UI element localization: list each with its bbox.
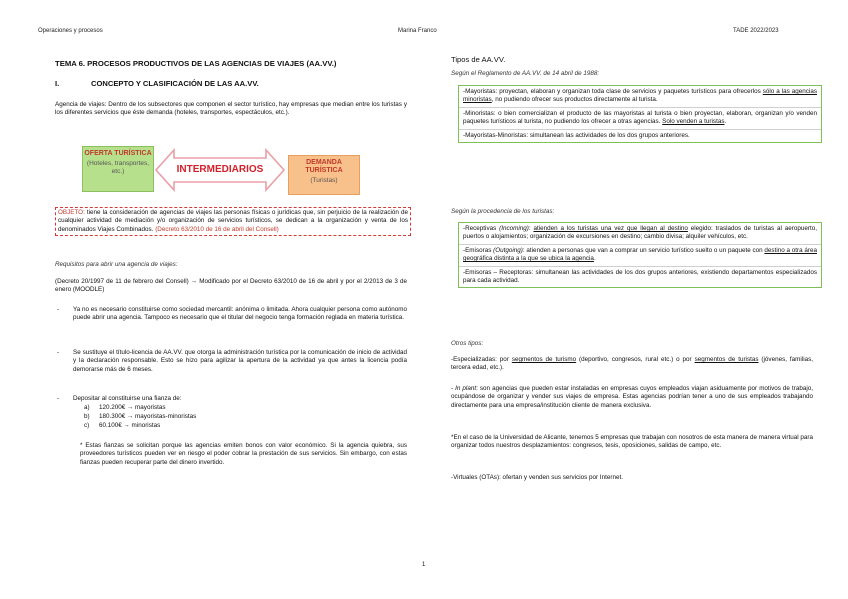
emisoras-text: : atienden a personas que van a comprar un servicio turístico suelto o un paquete con bbox=[522, 246, 765, 254]
objeto-box bbox=[55, 207, 411, 236]
especializadas-paragraph bbox=[451, 356, 813, 373]
requisitos-title: Requisitos para abrir una agencia de viajes: bbox=[55, 261, 178, 268]
intro-paragraph: Agencia de viajes: Dentro de los subsectores que componen el sector turístico, hay empresas que median entre los turistas y los diferentes servicios que éste demanda (hoteles, transportes, espectáculos, etc.). bbox=[55, 101, 407, 117]
emisoras-underline: destino a otra área geográfica distinta a la que se ubica la agencia bbox=[463, 246, 817, 263]
section-number: I. bbox=[55, 79, 60, 88]
mayoristas-minoristas-row bbox=[459, 129, 821, 142]
objeto-text: : tiene la consideración de agencias de viajes las personas físicas o jurídicas que, sin perjuicio de la realización de cualquier actividad de mediación y/o organización de servicios turísticos, se dedican a la organización y venta de los denominados Viajes Combinados. bbox=[58, 209, 408, 233]
fianza-text: 180.300€ → mayoristas-minoristas bbox=[99, 413, 197, 420]
section-title: CONCEPTO Y CLASIFICACIÓN DE LAS AA.VV. bbox=[91, 79, 259, 88]
objeto-label: OBJETO bbox=[58, 209, 84, 216]
minoristas-row bbox=[459, 107, 821, 129]
tipos-procedencia-box bbox=[458, 222, 822, 288]
reglamento-subtitle: Según el Reglamento de AA.VV. de 14 abril de 1988: bbox=[451, 70, 600, 77]
receptivas-underline: atienden a los turistas una vez que llegan al destino bbox=[533, 225, 688, 232]
mayoristas-text: : proyectan, elaboran y organizan toda clase de servicios y paquetes turísticos para ofrecerlos bbox=[495, 88, 763, 95]
inplant-text: : son agencias que pueden estar instaladas en empresas cuyos empleados viajan asiduamente por motivos de trabajo, ocupándose de organizar y vender sus viajes de empresa. Estas agencias podrían tener a uno de sus empleados trabajando directamente para una empresa/institución cliente de manera exclusiva. bbox=[451, 385, 813, 409]
receptivas-label: -Receptivas bbox=[463, 225, 500, 232]
oferta-title: OFERTA TURÍSTICA bbox=[84, 150, 152, 157]
receptivas-italic: (Incoming) bbox=[499, 225, 529, 232]
header-center: Marina Franco bbox=[398, 28, 437, 34]
minoristas-label: -Minoristas bbox=[463, 109, 494, 117]
especializadas-text-2: (deportivo, congresos, rural etc.) o por bbox=[576, 356, 695, 363]
header-left: Operaciones y procesos bbox=[38, 28, 103, 34]
fianza-letter: a) bbox=[84, 404, 90, 411]
mayoristas-row bbox=[459, 86, 821, 107]
demanda-title: DEMANDA TURÍSTICA bbox=[305, 159, 343, 174]
emisoras-receptoras-text: : simultanean las actividades de los dos grupos anteriores, existiendo departamentos especializados para cada actividad. bbox=[463, 268, 818, 285]
procedencia-subtitle: Según la procedencia de los turistas: bbox=[451, 208, 555, 215]
demanda-subtitle: (Turistas) bbox=[310, 177, 338, 184]
fianza-text: 120.200€ → mayoristas bbox=[99, 404, 166, 411]
especializadas-label: -Especializadas bbox=[451, 356, 496, 363]
virtuales-text: : ofertan y venden sus servicios por Internet. bbox=[499, 474, 623, 481]
requisito-bullet-2: Se sustituye el título-licencia de AA.VV. que otorga la administración turística por la comunicación de inicio de actividad y la declaración responsable. Esto se hizo para agilizar la apertura de la actividad ya que antes la licencia podía demorarse más de 6 meses. bbox=[73, 349, 407, 373]
inplant-label: - In plant bbox=[451, 385, 477, 392]
especializadas-underline-2: segmentos de turistas bbox=[694, 356, 759, 363]
oferta-box bbox=[82, 146, 154, 192]
emisoras-italic: (Outgoing) bbox=[493, 246, 523, 254]
virtuales-paragraph bbox=[451, 474, 813, 482]
demanda-box bbox=[288, 155, 360, 195]
tema-title: TEMA 6. PROCESOS PRODUCTIVOS DE LAS AGENCIAS DE VIAJES (AA.VV.) bbox=[55, 59, 337, 68]
fianza-letter: b) bbox=[84, 413, 90, 420]
minoristas-text: : o bien comercializan el producto de las mayoristas al turista o bien proyectan, elaboran, organizan y/o venden paquetes turísticos al turista, no pudiendo los ofrecer a otras agencias. bbox=[463, 109, 817, 126]
receptivas-colon: : bbox=[528, 225, 534, 232]
mayoristas-minoristas-label: -Mayoristas-Minoristas bbox=[463, 131, 527, 139]
mayoristas-text-end: , no pudiendo ofrecer sus productos directamente al turista. bbox=[491, 96, 658, 104]
minoristas-text-end: . bbox=[724, 118, 727, 126]
fianza-letter: c) bbox=[84, 422, 90, 429]
emisoras-receptoras-row bbox=[459, 266, 821, 288]
objeto-reference: (Decreto 63/2010 de 16 de abril del Consell) bbox=[155, 225, 279, 233]
otros-subtitle: Otros tipos: bbox=[451, 340, 484, 347]
emisoras-row bbox=[459, 244, 821, 266]
decreto-text: (Decreto 20/1997 de 11 de febrero del Consell) → Modificado por el Decreto 63/2010 de 16 de abril y por el 2/2013 de 3 de enero (MOODLE) bbox=[55, 278, 407, 294]
emisoras-receptoras-label: -Emisoras – Receptoras bbox=[463, 268, 532, 276]
receptivas-row bbox=[459, 223, 821, 244]
fianza-text: 60.100€ → minoristas bbox=[99, 422, 161, 429]
especializadas-underline-1: segmentos de turismo bbox=[511, 356, 577, 363]
receptivas-text: elegido: traslados de turistas al aeropuerto, puertos o alojamientos; organización de excursiones en destino; cambio divisa; alquiler vehículos, etc. bbox=[463, 225, 818, 241]
especializadas-text-3: (jóvenes, familias, tercera edad, etc.). bbox=[451, 356, 814, 372]
fianza-item bbox=[84, 404, 166, 412]
minoristas-underline: Solo venden a turistas bbox=[662, 118, 725, 126]
bullet-dash: - bbox=[57, 306, 60, 313]
tipos-title: Tipos de AA.VV. bbox=[451, 55, 506, 64]
mayoristas-label: -Mayoristas bbox=[463, 88, 496, 95]
requisito-bullet-1: Ya no es necesario constituirse como sociedad mercantil: anónima o limitada. Ahora cualquier persona como autónomo puede abrir una agencia. Tampoco es necesario que el titular del negocio tenga formación reglada en materia turística. bbox=[73, 306, 407, 322]
virtuales-label: -Virtuales (OTAs) bbox=[451, 474, 500, 481]
emisoras-text-end: . bbox=[593, 255, 596, 263]
fianza-item bbox=[84, 422, 161, 430]
fianza-note: * Estas fianzas se solicitan porque las agencias emiten bonos con valor económico. Si la agencia quiebra, sus proveedores turísticos pueden ver en riesgo el poder cobrar la prestación de sus servicios. Sin embargo, con estas fianzas pueden recuperar parte del dinero invertido. bbox=[80, 442, 407, 466]
oferta-subtitle: (Hoteles, transportes, etc.) bbox=[86, 160, 150, 175]
intermediarios-label: INTERMEDIARIOS bbox=[176, 164, 264, 175]
especializadas-text: : por bbox=[495, 356, 512, 363]
bullet-dash: - bbox=[57, 349, 60, 356]
mayoristas-minoristas-text: : simultanean las actividades de los dos grupos anteriores. bbox=[526, 131, 690, 139]
page-number: 1 bbox=[422, 562, 426, 568]
alicante-note: *En el caso de la Universidad de Alicante, tenemos 5 empresas que trabajan con nosotros de esta manera de manera virtual para organizar todos nuestros desplazamientos: congresos, tesis, oposiciones, salidas de campo, etc. bbox=[451, 434, 813, 450]
inplant-paragraph bbox=[451, 385, 813, 410]
mayoristas-underline: sólo a las agencias minoristas bbox=[463, 88, 817, 104]
header-right: TADE 2022/2023 bbox=[733, 28, 779, 34]
tipos-reglamento-box bbox=[458, 85, 822, 143]
bullet-dash: - bbox=[57, 395, 60, 402]
requisito-bullet-3: Depositar al constituirse una fianza de: bbox=[73, 395, 182, 402]
emisoras-label: -Emisoras bbox=[463, 246, 494, 254]
fianza-item bbox=[84, 413, 197, 421]
